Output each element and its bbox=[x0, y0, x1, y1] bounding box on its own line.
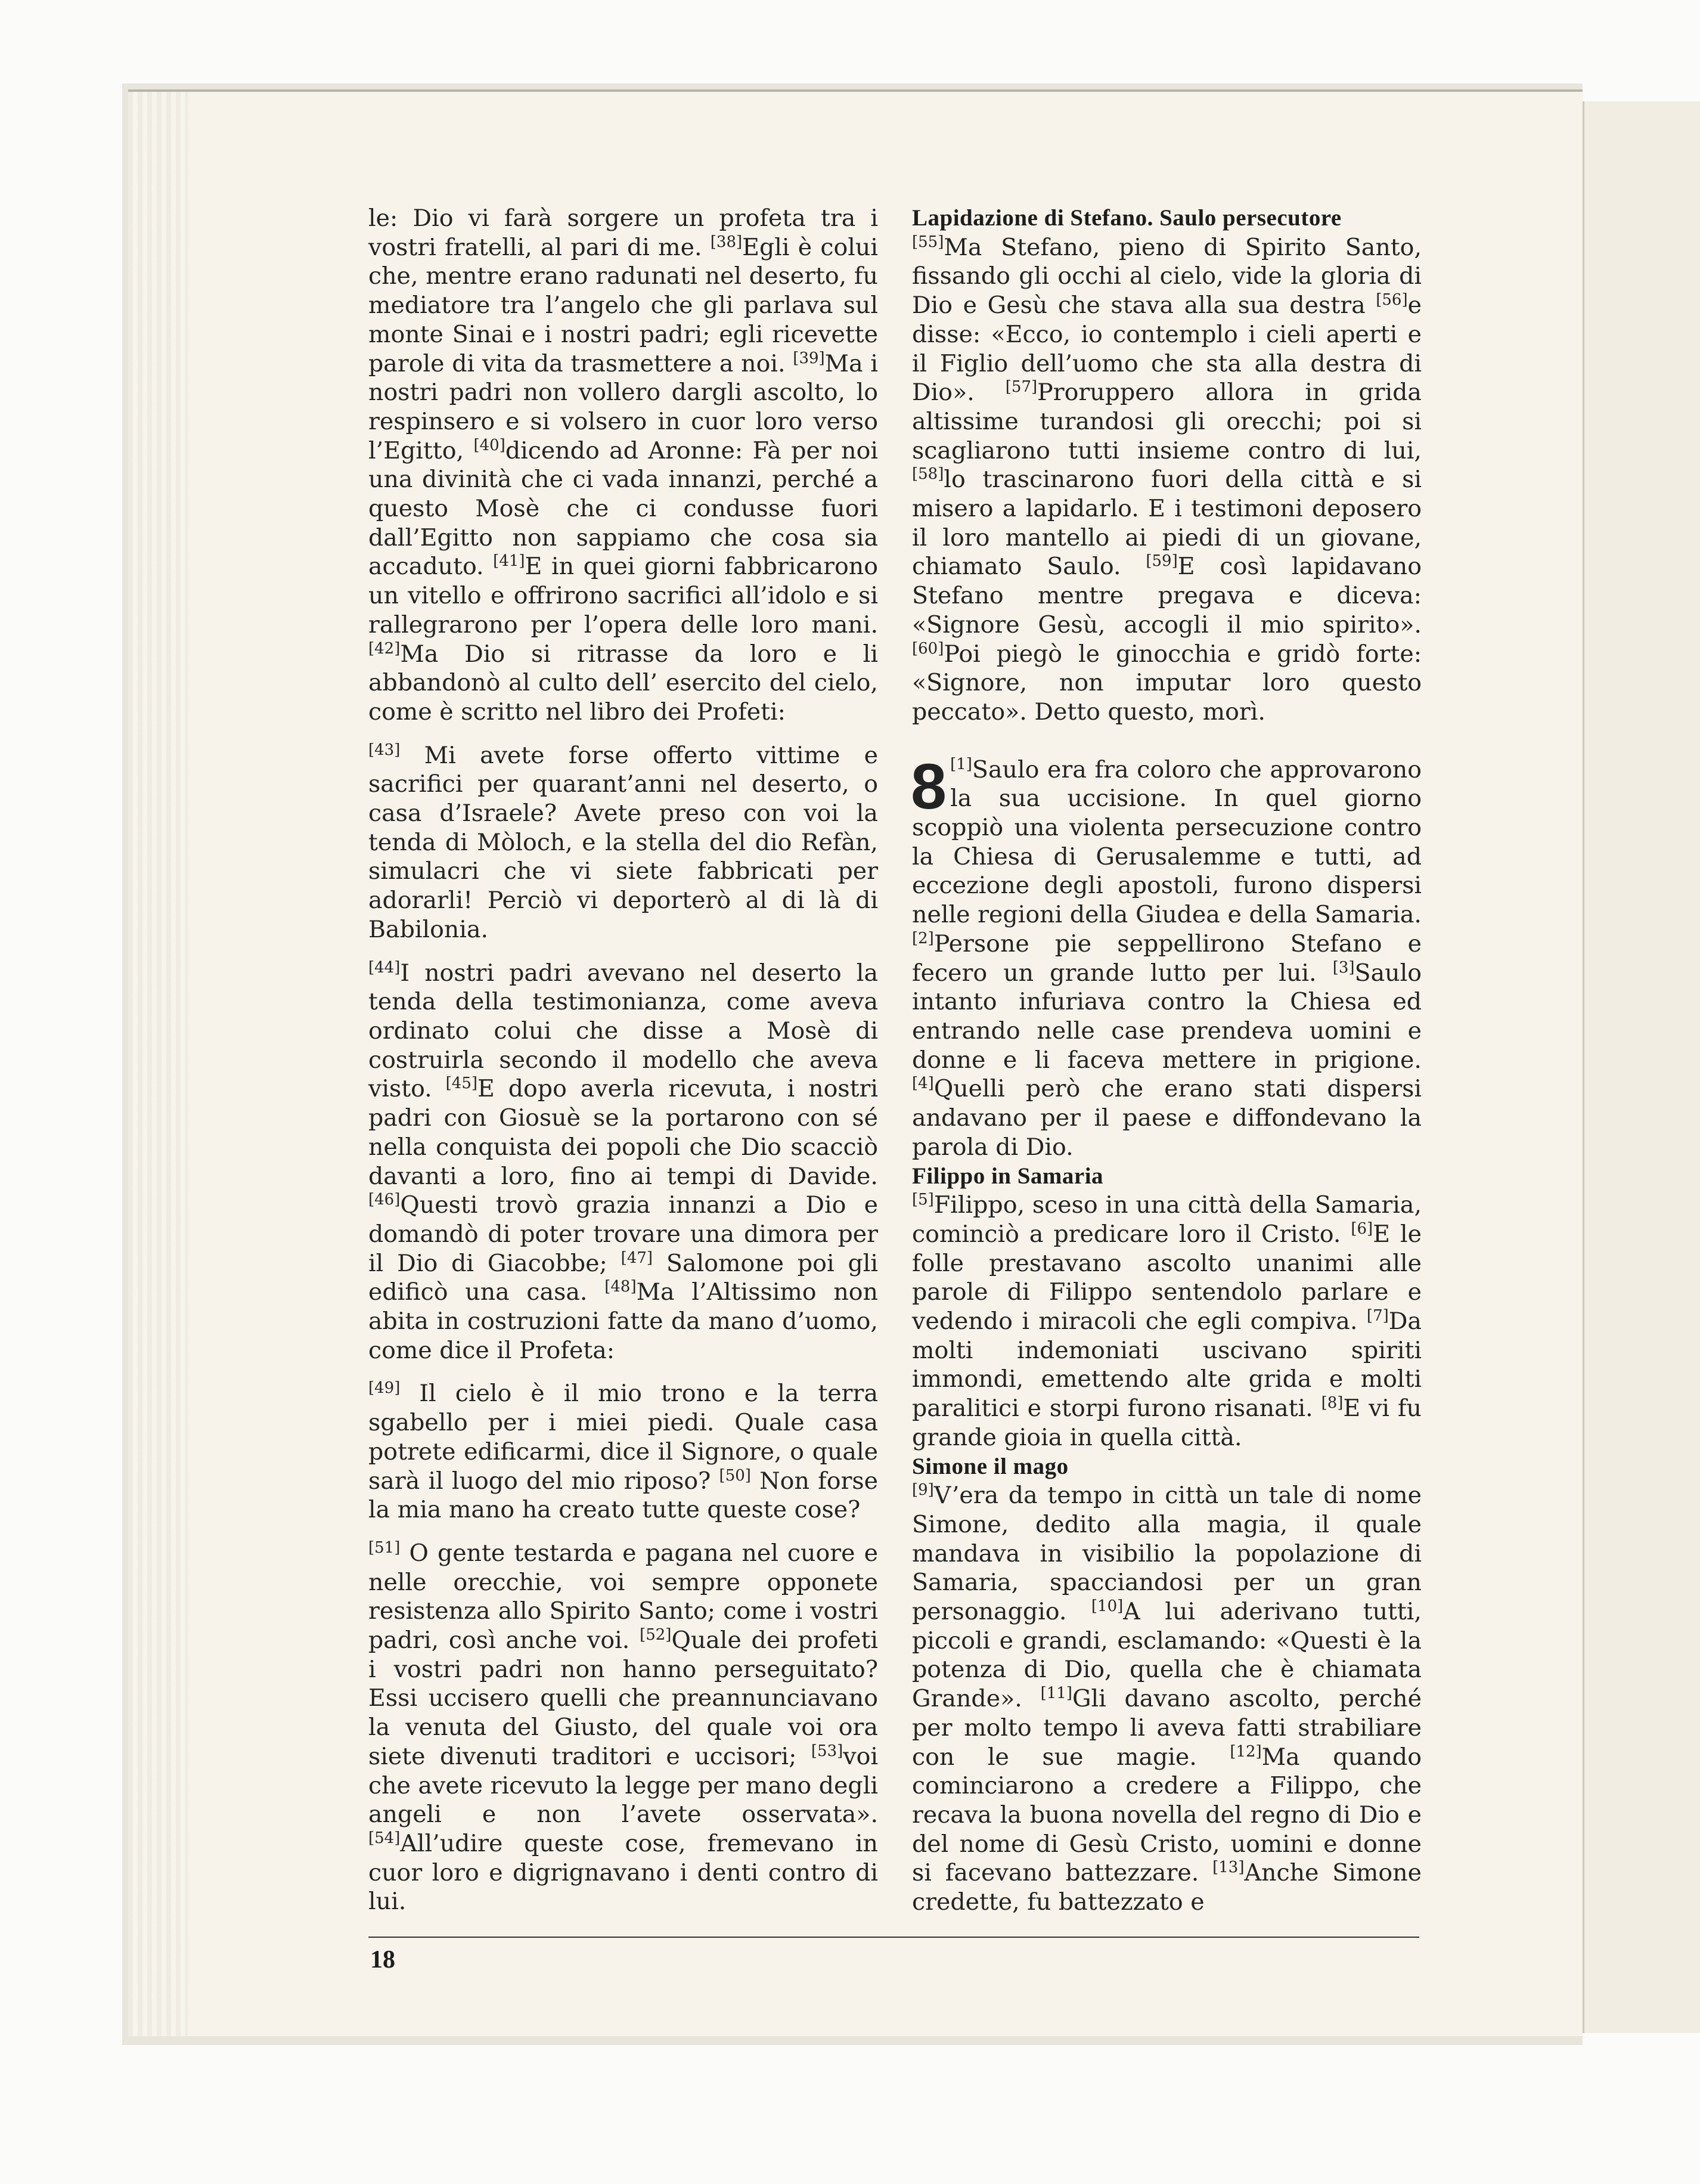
facing-page-edge bbox=[1583, 101, 1700, 2033]
verse-number: [45] bbox=[445, 1074, 478, 1093]
verse-number: [60] bbox=[912, 639, 944, 658]
verse-paragraph bbox=[368, 1379, 878, 1525]
verse-text: Ma l’Altissimo non abita in costruzioni fatte da mano d’uomo, come dice il Profeta: bbox=[368, 1278, 878, 1364]
verse-number: [7] bbox=[1366, 1306, 1389, 1325]
verse-number: [43] bbox=[368, 741, 401, 759]
verse-text: E le folle prestavano ascolto unanimi alle parole di Filippo sentendolo parlare e vedendo i miracoli che egli compiva. bbox=[912, 1220, 1422, 1336]
verse-number: [50] bbox=[719, 1466, 751, 1485]
verse-number: [53] bbox=[811, 1742, 843, 1760]
verse-paragraph bbox=[912, 1191, 1422, 1452]
verse-text: Filippo, sceso in una città della Samaria, cominciò a predicare loro il Cristo. bbox=[912, 1191, 1422, 1248]
chapter-number: 8 bbox=[911, 749, 947, 822]
verse-number: [12] bbox=[1230, 1742, 1262, 1761]
verse-text: Proruppero allora in grida altissime turandosi gli orecchi; poi si scagliarono tutti insieme contro di lui, bbox=[912, 379, 1422, 464]
verse-text: E dopo averla ricevuta, i nostri padri con Giosuè se la portarono con sé nella conquista dei popoli che Dio scacciò davanti a loro, fino ai tempi di Davide. bbox=[368, 1075, 879, 1190]
footer-rule bbox=[368, 1937, 1419, 1938]
verse-text: I nostri padri avevano nel deserto la tenda della testimonianza, come aveva ordinato colui che disse a Mosè di costruirla secondo il modello che aveva visto. bbox=[368, 959, 878, 1103]
verse-number: [58] bbox=[912, 465, 944, 484]
verse-text: lo trascinarono fuori della città e si misero a lapidarlo. E i testimoni deposero il loro mantello ai piedi di un giovane, chiamato Saulo. bbox=[912, 466, 1422, 581]
verse-text: O gente testarda e pagana nel cuore e nelle orecchie, voi sempre opponete resistenza allo Spirito Santo; come i vostri padri, così anche voi. bbox=[368, 1539, 878, 1655]
verse-number: [44] bbox=[368, 958, 401, 977]
verse-number: [56] bbox=[1376, 290, 1408, 309]
chapter-paragraph bbox=[911, 749, 1422, 1162]
verse-text: V’era da tempo in città un tale di nome Simone, dedito alla magia, il quale mandava in visibilio la popolazione di Samaria, spacciandosi per un gran personaggio. bbox=[912, 1482, 1422, 1626]
verse-paragraph bbox=[912, 233, 1422, 727]
verse-text: A lui aderivano tutti, piccoli e grandi, esclamando: «Questi è la potenza di Dio, quella che è chiamata Grande». bbox=[912, 1598, 1422, 1713]
verse-text: Da molti indemoniati uscivano spiriti immondi, emettendo alte grida e molti paralitici e storpi furono risanati. bbox=[912, 1308, 1422, 1423]
verse-number: [4] bbox=[912, 1074, 934, 1093]
verse-number: [13] bbox=[1212, 1858, 1245, 1877]
verse-text: Quelli però che erano stati dispersi andavano per il paese e diffondevano la parola di Dio. bbox=[912, 1075, 1422, 1161]
section-heading: Simone il mago bbox=[912, 1453, 1069, 1479]
verse-text: e disse: «Ecco, io contemplo i cieli aperti e il Figlio dell’uomo che sta alla destra di Dio». bbox=[912, 292, 1422, 407]
verse-number: [3] bbox=[1332, 958, 1355, 977]
verse-number: [8] bbox=[1321, 1393, 1344, 1412]
verse-number: [51] bbox=[368, 1538, 401, 1557]
verse-number: [9] bbox=[912, 1481, 934, 1500]
verse-number: [42] bbox=[368, 639, 401, 658]
verse-number: [2] bbox=[912, 929, 934, 947]
verse-number: [52] bbox=[640, 1625, 672, 1644]
verse-number: [38] bbox=[710, 233, 743, 251]
verse-number: [6] bbox=[1351, 1219, 1373, 1238]
verse-text: Saulo intanto infuriava contro la Chiesa ed entrando nelle case prendeva uomini e donne e li faceva mettere in prigione. bbox=[912, 959, 1422, 1074]
left-text-column bbox=[368, 204, 878, 1916]
verse-text: E in quei giorni fabbricarono un vitello e offrirono sacrifici all’idolo e si rallegrarono per l’opera delle loro mani. bbox=[368, 553, 878, 639]
verse-number: [57] bbox=[1005, 378, 1038, 396]
verse-text: Persone pie seppellirono Stefano e fecero un grande lutto per lui. bbox=[912, 930, 1422, 987]
section-heading: Lapidazione di Stefano. Saulo persecutore bbox=[912, 205, 1342, 231]
verse-text: dicendo ad Aronne: Fà per noi una divinità che ci vada innanzi, perché a questo Mosè che ci condusse fuori dall’Egitto non sappiamo che cosa sia accaduto. bbox=[368, 436, 878, 581]
verse-number: [10] bbox=[1091, 1597, 1124, 1615]
verse-number: [46] bbox=[368, 1191, 401, 1209]
verse-number: [40] bbox=[473, 436, 505, 454]
verse-text: Ma i nostri padri non vollero dargli ascolto, lo respinsero e si volsero in cuor loro verso l’Egitto, bbox=[368, 349, 878, 464]
verse-number: [41] bbox=[493, 552, 525, 571]
verse-paragraph bbox=[368, 204, 878, 727]
verse-text: Salomone poi gli edificò una casa. bbox=[368, 1249, 878, 1306]
verse-number: [47] bbox=[621, 1249, 653, 1267]
verse-text: Il cielo è il mio trono e la terra sgabello per i miei piedi. Quale casa potrete edificarmi, dice il Signore, o quale sarà il luogo del mio riposo? bbox=[368, 1380, 878, 1495]
verse-text: E così lapidavano Stefano mentre pregava e diceva: «Signore Gesù, accogli il mio spirito». bbox=[912, 553, 1422, 639]
verse-text: Quale dei profeti i vostri padri non hanno perseguitato? Essi uccisero quelli che preannunciavano la venuta del Giusto, del quale voi ora siete divenuti traditori e uccisori; bbox=[368, 1627, 878, 1770]
verse-text: Non forse la mia mano ha creato tutte queste cose? bbox=[368, 1467, 879, 1524]
verse-text: E vi fu grande gioia in quella città. bbox=[912, 1395, 1422, 1451]
verse-number: [11] bbox=[1040, 1684, 1072, 1702]
verse-number: [39] bbox=[793, 349, 825, 367]
verse-number: [54] bbox=[368, 1829, 401, 1847]
verse-paragraph bbox=[912, 1481, 1422, 1917]
verse-paragraph bbox=[368, 741, 878, 944]
verse-text: Mi avete forse offerto vittime e sacrifici per quarant’anni nel deserto, o casa d’Israele? Avete preso con voi la tenda di Mòloch, e la stella del dio Refàn, simulacri che vi siete fabbricati per adorarli! Perciò vi deporterò al di là di Babilonia. bbox=[368, 741, 878, 943]
verse-text: Poi piegò le ginocchia e gridò forte: «Signore, non imputar loro questo peccato». Detto questo, morì. bbox=[912, 640, 1422, 726]
verse-text: le: Dio vi farà sorgere un profeta tra i vostri fratelli, al pari di me. bbox=[368, 205, 878, 261]
verse-number: [55] bbox=[912, 233, 944, 251]
verse-number: [48] bbox=[604, 1278, 637, 1296]
verse-text: voi che avete ricevuto la legge per mano degli angeli e non l’avete osservata». bbox=[368, 1742, 878, 1829]
verse-text: Ma Stefano, pieno di Spirito Santo, fissando gli occhi al cielo, vide la gloria di Dio e Gesù che stava alla sua destra bbox=[912, 233, 1422, 320]
page-number: 18 bbox=[370, 1946, 395, 1974]
verse-text: Anche Simone credette, fu battezzato e bbox=[912, 1859, 1422, 1916]
verse-paragraph bbox=[368, 1539, 878, 1916]
verse-number: [5] bbox=[912, 1191, 934, 1209]
verse-text: Ma Dio si ritrasse da loro e li abbandonò al culto dell’ esercito del cielo, come è scritto nel libro dei Profeti: bbox=[368, 640, 878, 726]
verse-number: [1] bbox=[950, 755, 972, 773]
verse-number: [49] bbox=[368, 1379, 401, 1398]
verse-text: Egli è colui che, mentre erano radunati nel deserto, fu mediatore tra l’angelo che gli parlava sul monte Sinai e i nostri padri; egli ricevette parole di vita da trasmettere a noi. bbox=[368, 233, 879, 377]
verse-text: Gli davano ascolto, perché per molto tempo li aveva fatti strabiliare con le sue magie. bbox=[912, 1685, 1422, 1771]
verse-paragraph bbox=[368, 959, 878, 1365]
verse-text: All’udire queste cose, fremevano in cuor loro e digrignavano i denti contro di lui. bbox=[368, 1829, 878, 1916]
verse-text: Ma quando cominciarono a credere a Filippo, che recava la buona novella del regno di Dio e del nome di Gesù Cristo, uomini e donne si facevano battezzare. bbox=[912, 1743, 1422, 1887]
right-text-column bbox=[912, 204, 1422, 1917]
verse-text: Questi trovò grazia innanzi a Dio e domandò di poter trovare una dimora per il Dio di Giacobbe; bbox=[368, 1191, 878, 1277]
verse-text: Saulo era fra coloro che approvarono la sua uccisione. In quel giorno scoppiò una violenta persecuzione contro la Chiesa di Gerusalemme e tutti, ad eccezione degli apostoli, furono dispersi nelle regioni della Giudea e della Samaria. bbox=[912, 755, 1422, 929]
section-heading: Filippo in Samaria bbox=[912, 1163, 1104, 1189]
verse-number: [59] bbox=[1146, 552, 1178, 571]
